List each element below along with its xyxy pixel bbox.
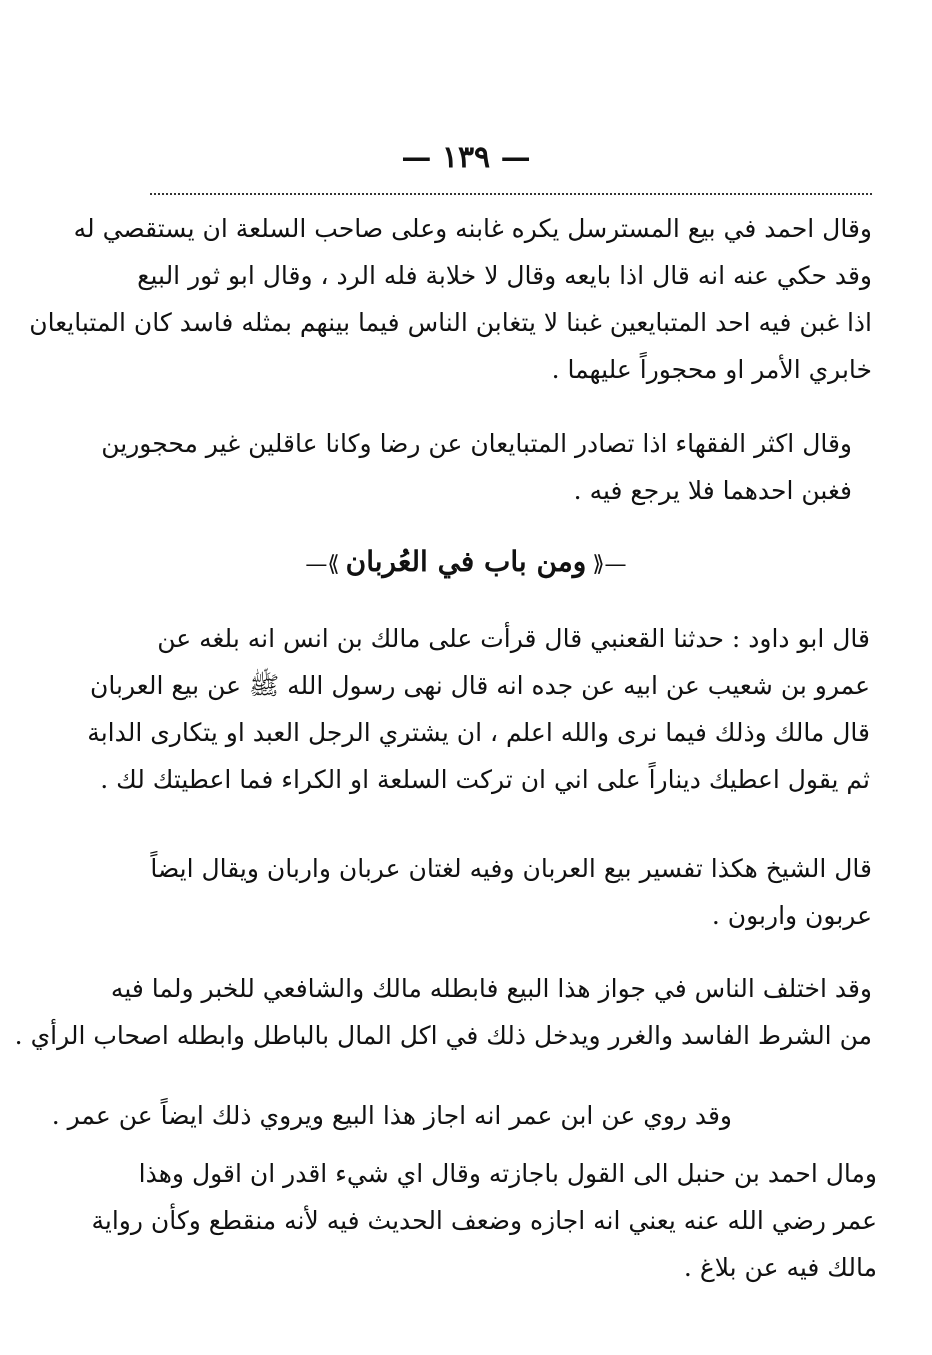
text-line: وقد روي عن ابن عمر انه اجاز هذا البيع ويروي ذلك ايضاً عن عمر .: [51, 1101, 732, 1130]
paragraph-1: [29, 205, 872, 393]
text-line: قال الشيخ هكذا تفسير بيع العربان وفيه لغتان عربان واربان ويقال ايضاً: [150, 854, 872, 883]
heading-ornament-right: —⟪: [592, 552, 627, 577]
text-line: ثم يقول اعطيك ديناراً على اني ان تركت السلعة او الكراء فما اعطيتك لك .: [100, 765, 870, 794]
heading-ornament-left: ⟫—: [305, 552, 340, 577]
paragraph-5: [14, 965, 872, 1059]
text-line: وقال احمد في بيع المسترسل يكره غابنه وعلى صاحب السلعة ان يستقصي له: [73, 214, 872, 243]
text-line: مالك فيه عن بلاغ .: [683, 1253, 877, 1282]
text-line: وقال اكثر الفقهاء اذا تصادر المتبايعان عن رضا وكانا عاقلين غير محجورين: [101, 429, 852, 458]
text-line: من الشرط الفاسد والغرر ويدخل ذلك في اكل المال بالباطل وابطله اصحاب الرأي .: [14, 1021, 872, 1050]
text-line: عمرو بن شعيب عن ابيه عن جده انه قال نهى رسول الله ﷺ عن بيع العربان: [90, 671, 870, 700]
text-line: خابري الأمر او محجوراً عليهما .: [551, 355, 872, 384]
page-number: — ١٣٩ —: [401, 140, 531, 175]
text-line: قال ابو داود : حدثنا القعنبي قال قرأت على مالك بن انس انه بلغه عن: [157, 624, 870, 653]
paragraph-4: [150, 845, 872, 939]
section-heading: [0, 545, 932, 578]
text-line: اذا غبن فيه احد المتبايعين غبنا لا يتغابن الناس فيما بينهم بمثله فاسد كان المتبايعان: [29, 308, 872, 337]
text-line: قال مالك وذلك فيما نرى والله اعلم ، ان يشتري الرجل العبد او يتكارى الدابة: [87, 718, 870, 747]
paragraph-3: [87, 615, 870, 803]
text-line: وقد حكي عنه انه قال اذا بايعه وقال لا خلابة فله الرد ، وقال ابو ثور البيع: [137, 261, 872, 290]
paragraph-6: [51, 1092, 732, 1139]
text-line: عمر رضي الله عنه يعني انه اجازه وضعف الحديث فيه لأنه منقطع وكأن رواية: [91, 1206, 877, 1235]
text-line: فغبن احدهما فلا يرجع فيه .: [573, 476, 852, 505]
section-heading-text: ومن باب في العُربان: [345, 545, 587, 578]
text-line: وقد اختلف الناس في جواز هذا البيع فابطله مالك والشافعي للخبر ولما فيه: [110, 974, 872, 1003]
text-line: عربون واربون .: [711, 901, 872, 930]
paragraph-2: [101, 420, 852, 514]
text-line: ومال احمد بن حنبل الى القول باجازته وقال اي شيء اقدر ان اقول وهذا: [138, 1159, 877, 1188]
paragraph-7: [91, 1150, 877, 1291]
header-divider: [150, 193, 872, 195]
